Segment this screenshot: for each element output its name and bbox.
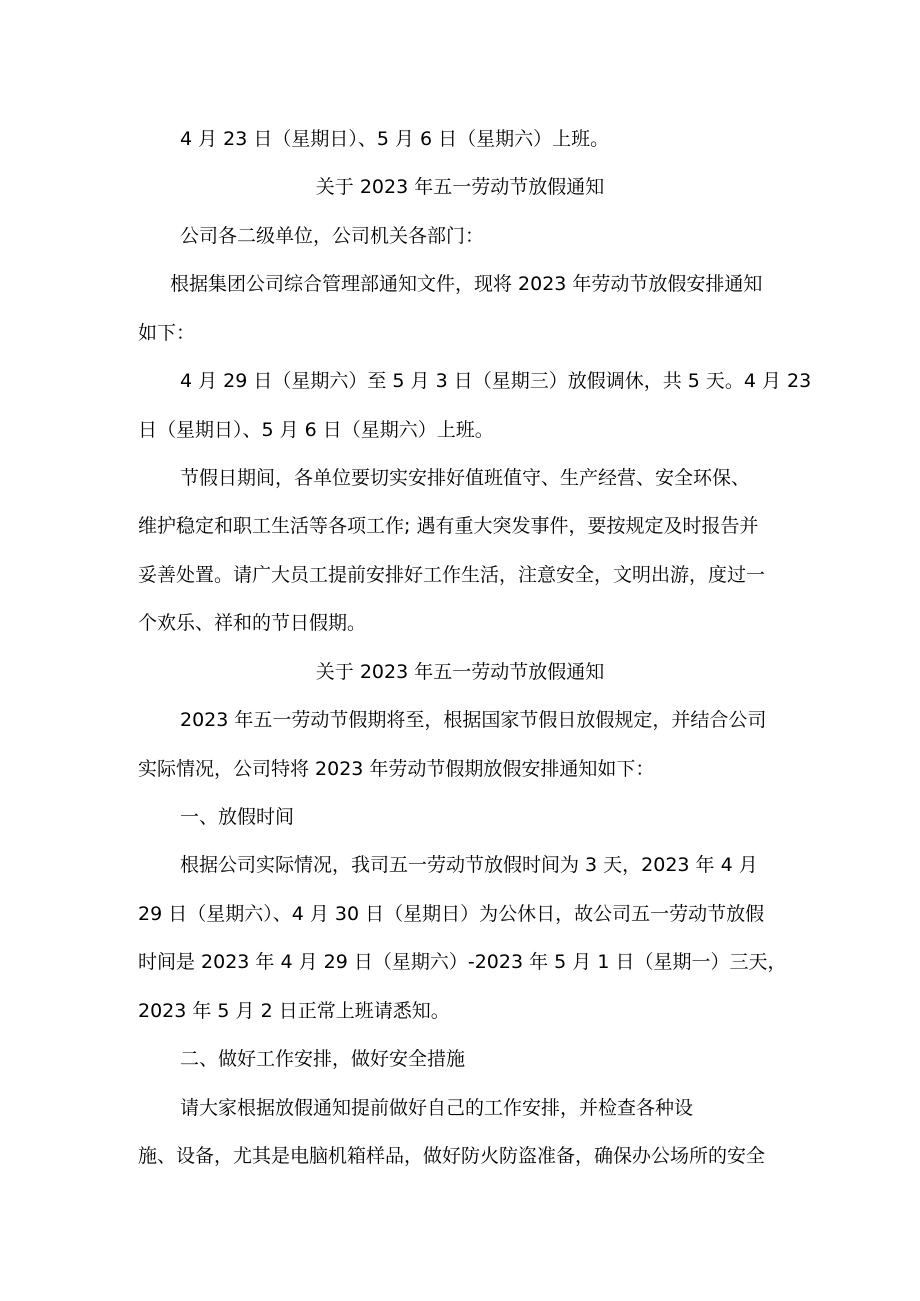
- subheading: 一、放假时间: [180, 806, 295, 828]
- section-title: 关于 2023 年五一劳动节放假通知: [315, 176, 605, 198]
- body-text-line: 节假日期间，各单位要切实安排好值班值守、生产经营、安全环保、: [180, 467, 751, 489]
- body-text-line: 实际情况，公司特将 2023 年劳动节假期放假安排通知如下：: [138, 758, 655, 780]
- body-text-line: 如下：: [138, 322, 196, 344]
- body-text-line: 4 月 23 日（星期日）、5 月 6 日（星期六）上班。: [180, 128, 610, 150]
- body-text-line: 2023 年 5 月 2 日正常上班请悉知。: [138, 1000, 450, 1022]
- body-text-line: 根据公司实际情况，我司五一劳动节放假时间为 3 天，2023 年 4 月: [180, 854, 758, 876]
- body-text-line: 施、设备，尤其是电脑机箱样品，做好防火防盗准备，确保办公场所的安全: [138, 1145, 766, 1167]
- body-text-line: 4 月 29 日（星期六）至 5 月 3 日（星期三）放假调休，共 5 天。4 月 23: [180, 370, 812, 392]
- body-text-line: 请大家根据放假通知提前做好自己的工作安排，并检查各种设: [180, 1097, 694, 1119]
- body-text-line: 维护稳定和职工生活等各项工作; 遇有重大突发事件，要按规定及时报告并: [138, 515, 759, 537]
- body-text-line: 29 日（星期六）、4 月 30 日（星期日）为公休日，故公司五一劳动节放假: [138, 903, 765, 925]
- body-text-line: 妥善处置。请广大员工提前安排好工作生活，注意安全，文明出游，度过一: [138, 564, 766, 586]
- subheading: 二、做好工作安排，做好安全措施: [180, 1048, 466, 1070]
- section-title: 关于 2023 年五一劳动节放假通知: [315, 661, 605, 683]
- body-text-line: 时间是 2023 年 4 月 29 日（星期六）-2023 年 5 月 1 日（星期一）三天，: [138, 951, 787, 973]
- body-text-line: 个欢乐、祥和的节日假期。: [138, 612, 367, 634]
- body-text-line: 日（星期日）、5 月 6 日（星期六）上班。: [138, 419, 494, 441]
- body-text-line: 根据集团公司综合管理部通知文件，现将 2023 年劳动节放假安排通知: [170, 273, 763, 295]
- body-text-line: 2023 年五一劳动节假期将至，根据国家节假日放假规定，并结合公司: [180, 709, 767, 731]
- salutation: 公司各二级单位，公司机关各部门：: [180, 225, 485, 247]
